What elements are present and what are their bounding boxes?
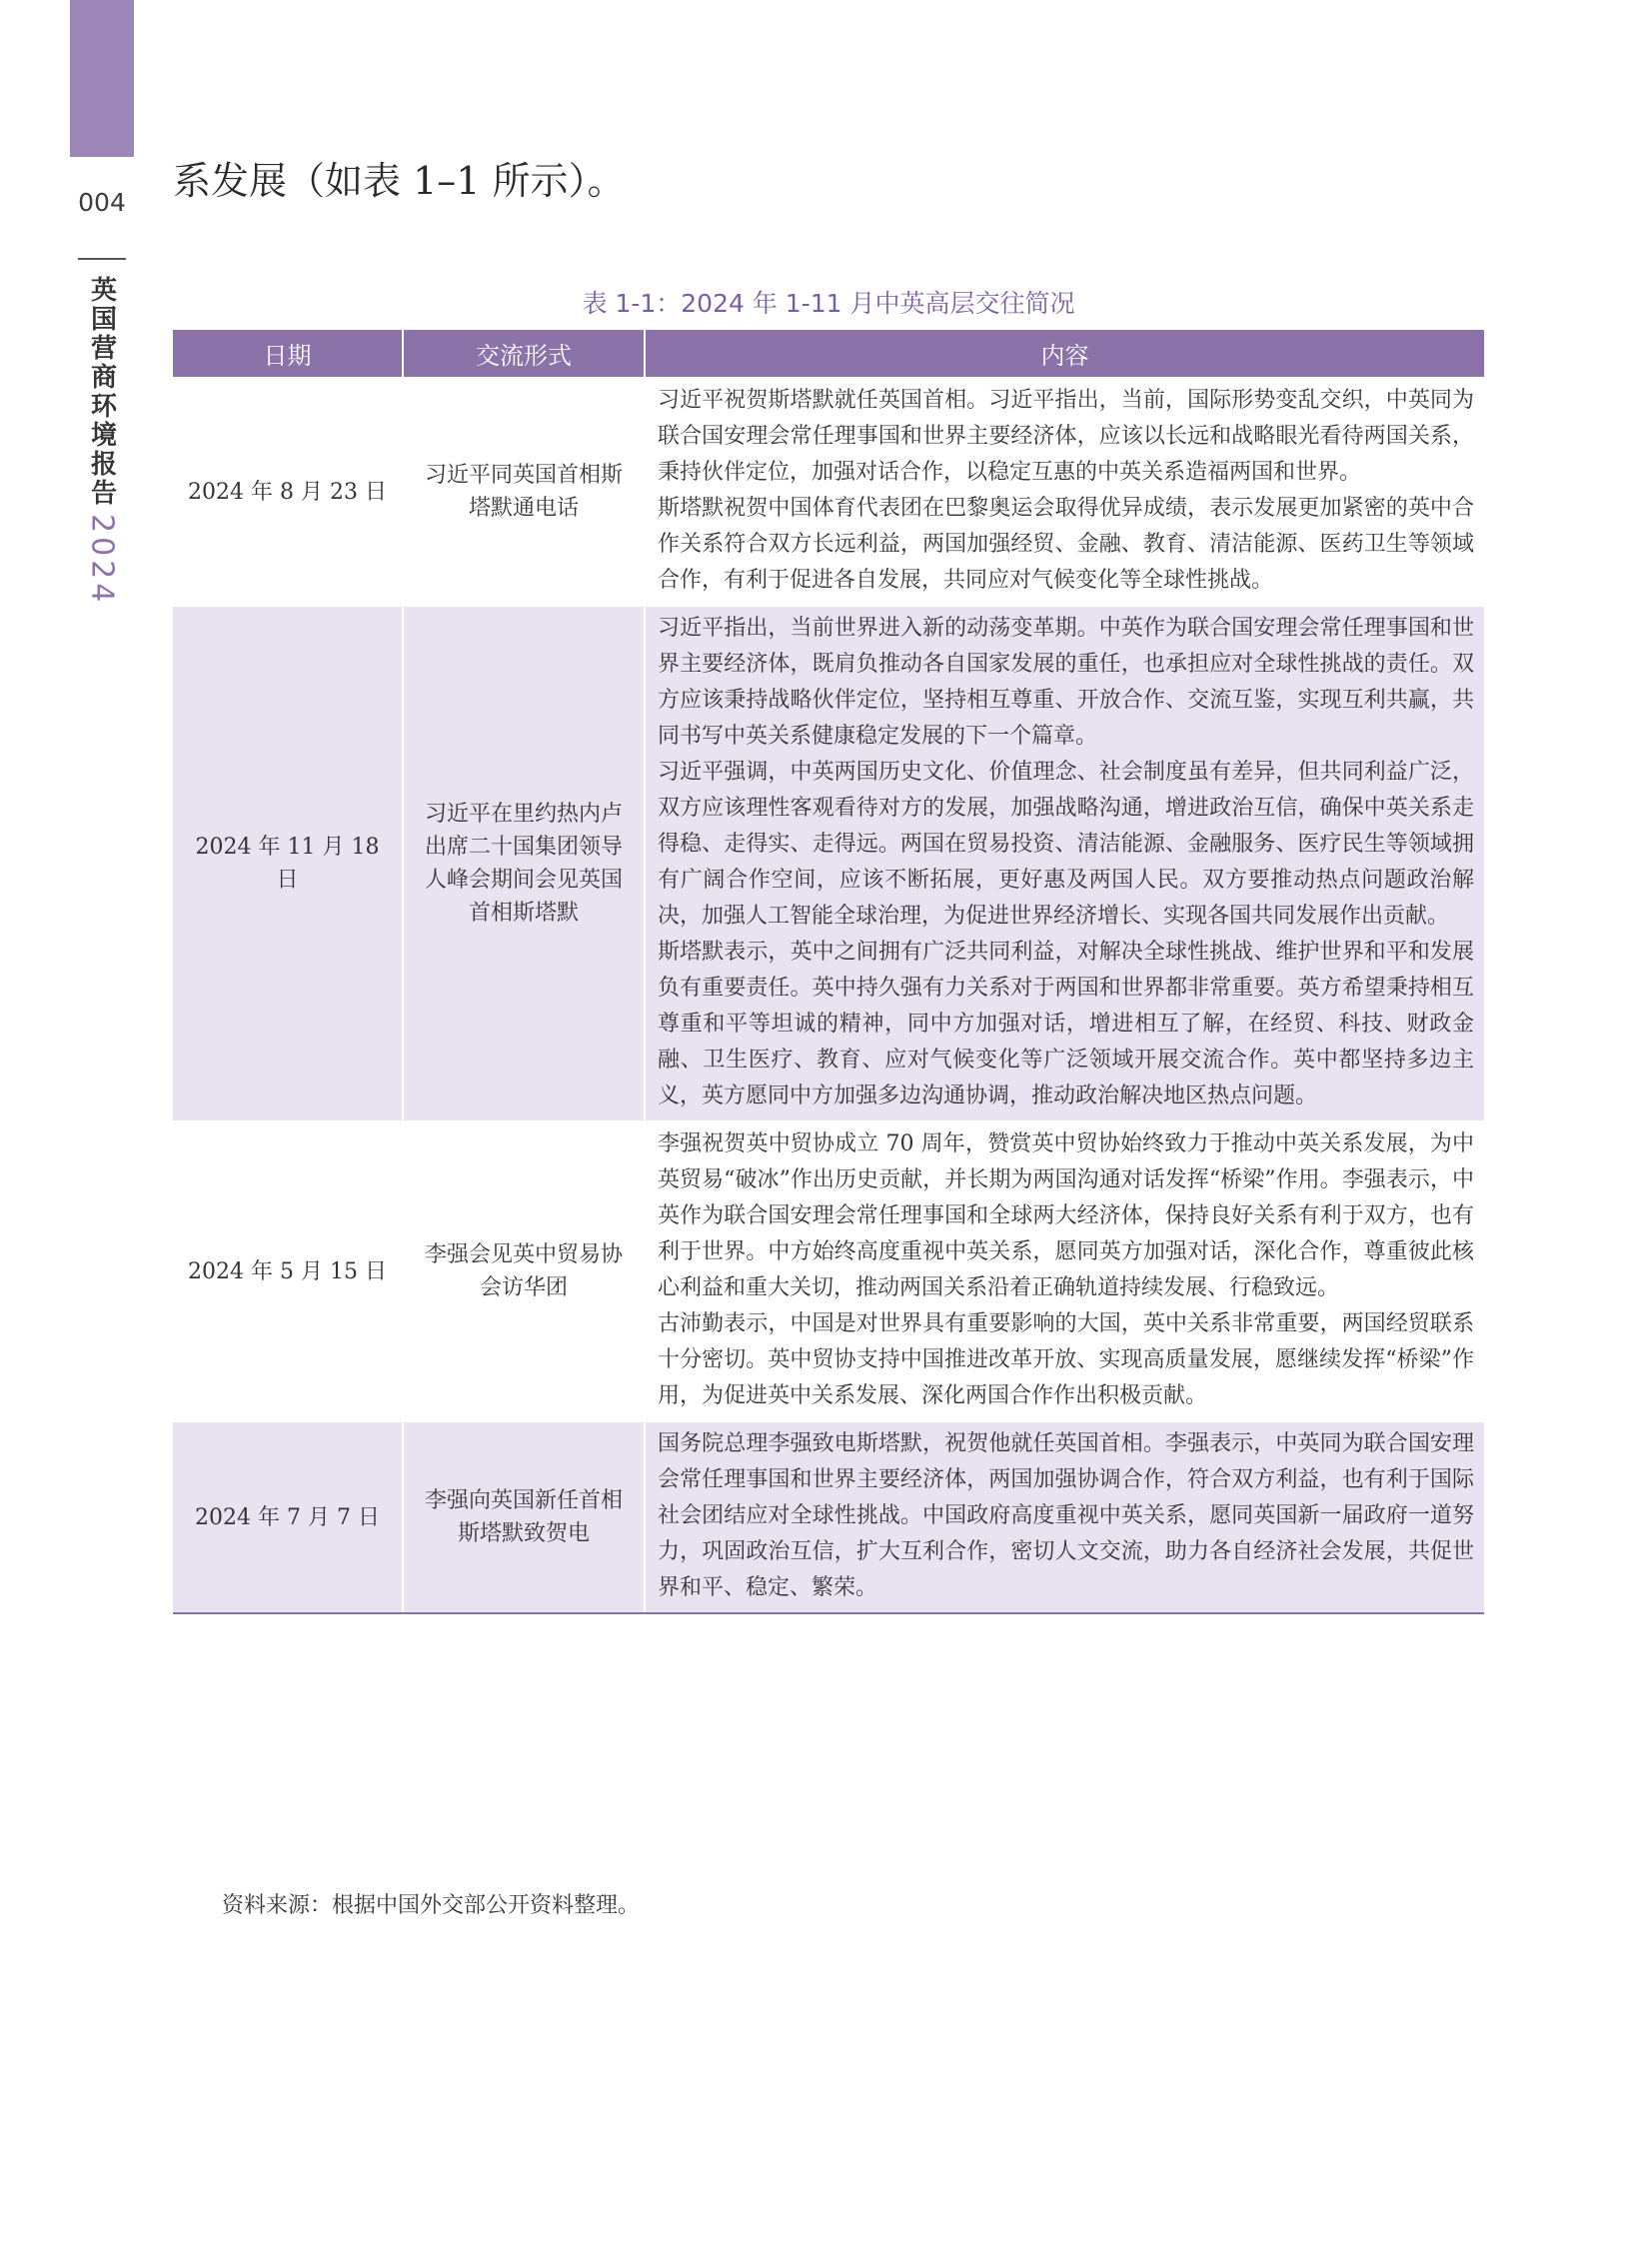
running-title-year: 2024 (84, 514, 120, 607)
content-paragraph: 李强祝贺英中贸协成立 70 周年，赞赏英中贸协始终致力于推动中英关系发展，为中英贸易“破冰”作出历史贡献，并长期为两国沟通对话发挥“桥梁”作用。李强表示，中英作为联合国安理会常任理事国和全球两大经济体，保持良好关系有利于双方，也有利于世界。中方始终高度重视中英关系，愿同英方加强对话，深化合作，尊重彼此核心利益和重大关切，推动两国关系沿着正确轨道持续发展、行稳致远。 (658, 1131, 1474, 1300)
table-caption: 表 1-1：2024 年 1-11 月中英高层交往简况 (582, 289, 1075, 318)
header-form: 交流形式 (403, 330, 645, 378)
row-form: 李强会见英中贸易协会访华团 (403, 1122, 645, 1421)
header-content: 内容 (645, 330, 1484, 378)
table-row (173, 1421, 1484, 1613)
running-title-text: 英国营商环境报告 (86, 276, 117, 508)
table-row (173, 606, 1484, 1122)
lead-paragraph: 系发展（如表 1–1 所示）。 (173, 159, 626, 203)
row-date: 2024 年 5 月 15 日 (173, 1122, 403, 1421)
running-title (78, 276, 126, 606)
content-paragraph: 习近平指出，当前世界进入新的动荡变革期。中英作为联合国安理会常任理事国和世界主要经济体，既肩负推动各自国家发展的重任，也承担应对全球性挑战的责任。双方应该秉持战略伙伴定位，坚持相互尊重、开放合作、交流互鉴，实现互利共赢，共同书写中英关系健康稳定发展的下一个篇章。 (658, 616, 1474, 749)
row-date: 2024 年 8 月 23 日 (173, 378, 403, 606)
header-date: 日期 (173, 330, 403, 378)
row-form: 习近平同英国首相斯塔默通电话 (403, 378, 645, 606)
row-form: 李强向英国新任首相斯塔默致贺电 (403, 1421, 645, 1613)
content-paragraph: 国务院总理李强致电斯塔默，祝贺他就任英国首相。李强表示，中英同为联合国安理会常任理事国和世界主要经济体，两国加强协调合作，符合双方利益，也有利于国际社会团结应对全球性挑战。中国政府高度重视中英关系，愿同英国新一届政府一道努力，巩固政治互信，扩大互利合作，密切人文交流，助力各自经济社会发展，共促世界和平、稳定、繁荣。 (658, 1431, 1474, 1600)
source-note: 资料来源：根据中国外交部公开资料整理。 (222, 1893, 641, 1918)
row-date: 2024 年 11 月 18 日 (173, 606, 403, 1122)
table-row (173, 1122, 1484, 1421)
content-paragraph: 斯塔默祝贺中国体育代表团在巴黎奥运会取得优异成绩，表示发展更加紧密的英中合作关系符合双方长远利益，两国加强经贸、金融、教育、清洁能源、医药卫生等领域合作，有利于促进各自发展，共同应对气候变化等全球性挑战。 (658, 496, 1474, 593)
row-content (645, 1421, 1484, 1613)
content-paragraph: 古沛勤表示，中国是对世界具有重要影响的大国，英中关系非常重要，两国经贸联系十分密切。英中贸协支持中国推进改革开放、实现高质量发展，愿继续发挥“桥梁”作用，为促进英中关系发展、深化两国合作作出积极贡献。 (658, 1311, 1474, 1408)
side-divider (78, 258, 126, 260)
side-color-tab (70, 0, 134, 157)
row-form: 习近平在里约热内卢出席二十国集团领导人峰会期间会见英国首相斯塔默 (403, 606, 645, 1122)
table-row (173, 378, 1484, 606)
row-content (645, 606, 1484, 1122)
row-content (645, 1122, 1484, 1421)
exchanges-table (173, 330, 1484, 1614)
content-paragraph: 习近平祝贺斯塔默就任英国首相。习近平指出，当前，国际形势变乱交织，中英同为联合国安理会常任理事国和世界主要经济体，应该以长远和战略眼光看待两国关系，秉持伙伴定位，加强对话合作，以稳定互惠的中英关系造福两国和世界。 (658, 388, 1474, 485)
row-content (645, 378, 1484, 606)
table-header-row (173, 330, 1484, 378)
content-paragraph: 斯塔默表示，英中之间拥有广泛共同利益，对解决全球性挑战、维护世界和平和发展负有重要责任。英中持久强有力关系对于两国和世界都非常重要。英方希望秉持相互尊重和平等坦诚的精神，同中方加强对话，增进相互了解，在经贸、科技、财政金融、卫生医疗、教育、应对气候变化等广泛领域开展交流合作。英中都坚持多边主义，英方愿同中方加强多边沟通协调，推动政治解决地区热点问题。 (658, 940, 1474, 1109)
content-paragraph: 习近平强调，中英两国历史文化、价值理念、社会制度虽有差异，但共同利益广泛，双方应该理性客观看待对方的发展，加强战略沟通，增进政治互信，确保中英关系走得稳、走得实、走得远。两国在贸易投资、清洁能源、金融服务、医疗民生等领域拥有广阔合作空间，应该不断拓展，更好惠及两国人民。双方要推动热点问题政治解决，加强人工智能全球治理，为促进世界经济增长、实现各国共同发展作出贡献。 (658, 760, 1474, 929)
row-date: 2024 年 7 月 7 日 (173, 1421, 403, 1613)
page-number: 004 (78, 188, 126, 217)
